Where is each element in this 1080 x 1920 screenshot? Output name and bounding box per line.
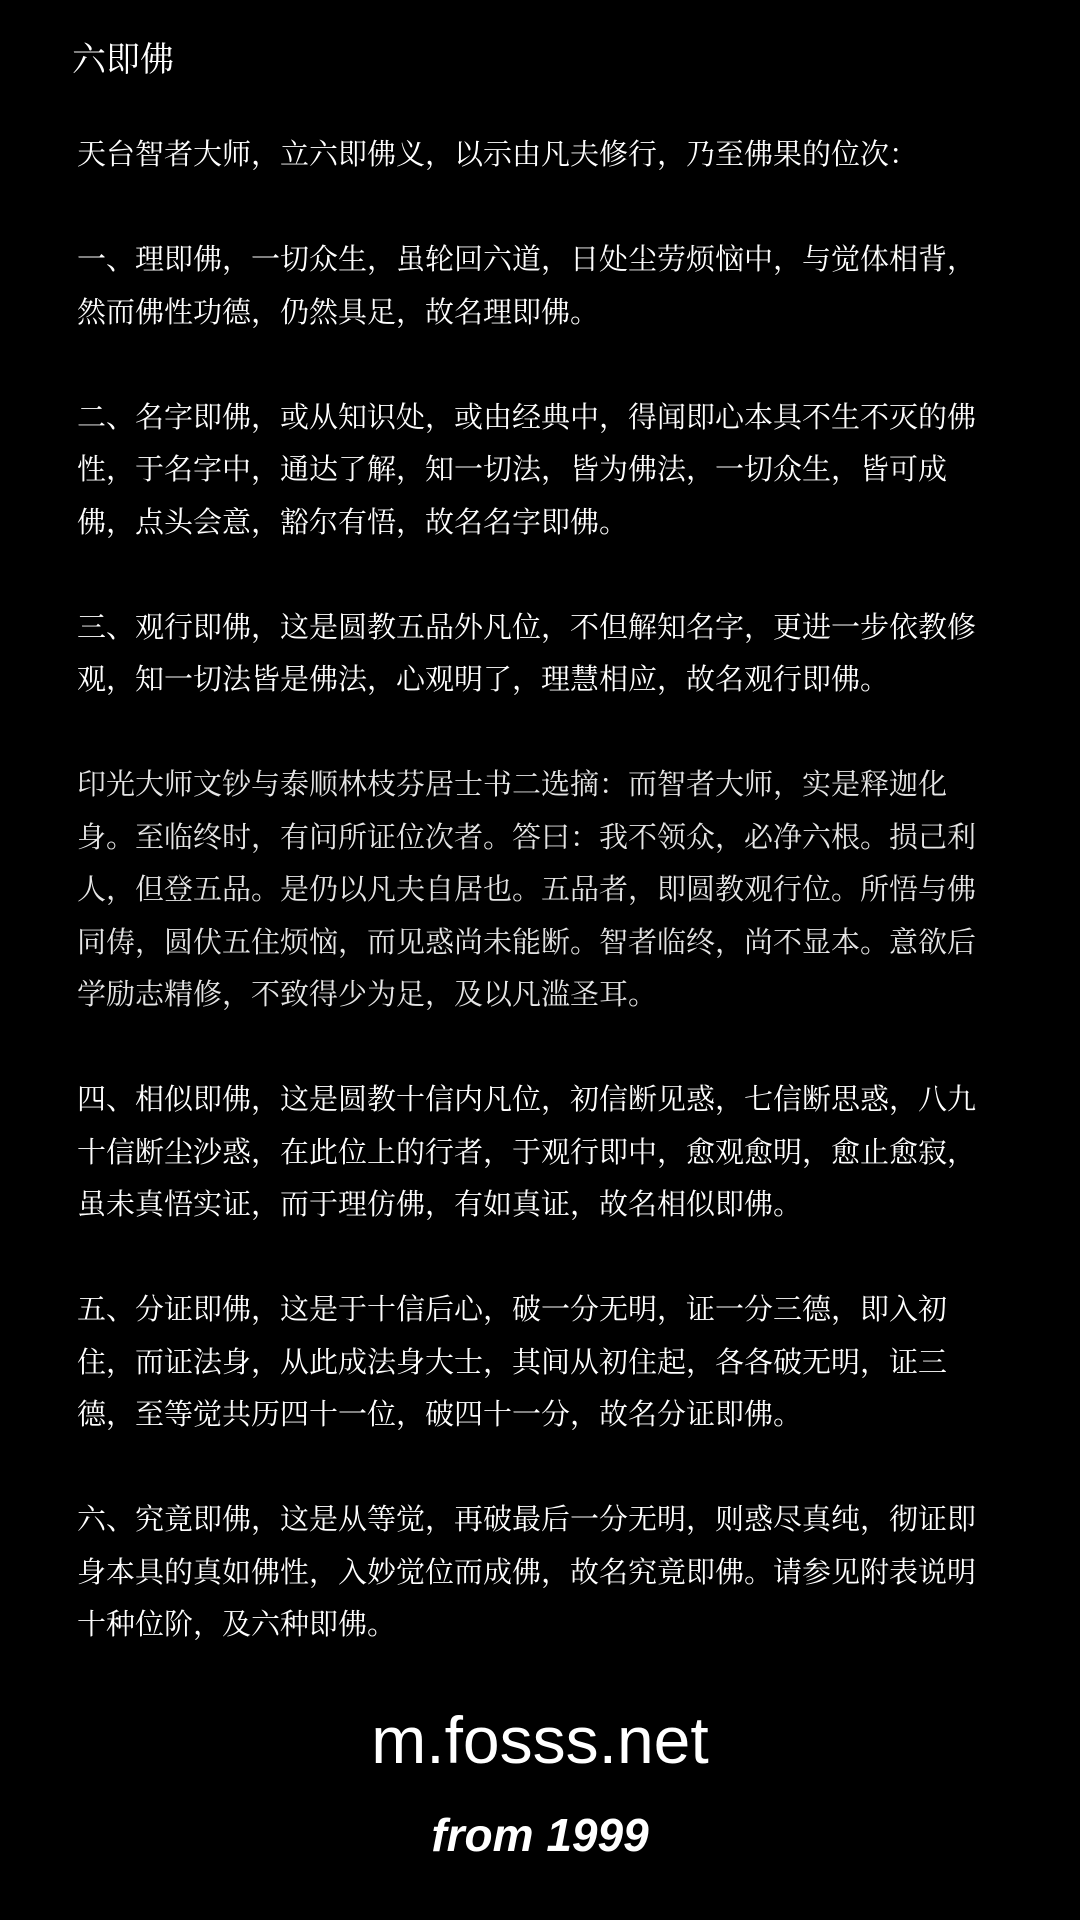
quote-paragraph: 印光大师文钞与泰顺林枝芬居士书二选摘：而智者大师，实是释迦化身。至临终时，有问所证位次者。答曰：我不领众，必净六根。损己利人，但登五品。是仍以凡夫自居也。五品者，即圆教观行位。所悟与佛同俦，圆伏五住烦恼，而见惑尚未能断。智者临终，尚不显本。意欲后学励志精修，不致得少为足，及以凡滥圣耳。	[77, 767, 977, 1011]
intro-paragraph: 天台智者大师，立六即佛义，以示由凡夫修行，乃至佛果的位次：	[77, 137, 919, 171]
since-tagline: from 1999	[431, 1809, 649, 1861]
article-body	[77, 128, 1002, 1703]
site-url[interactable]: m.fosss.net	[371, 1703, 709, 1777]
paragraph-li-ji-fo: 一、理即佛，一切众生，虽轮回六道，日处尘劳烦恼中，与觉体相背，然而佛性功德，仍然具足，故名理即佛。	[77, 242, 977, 329]
paragraph-jiu-jing-ji-fo: 六、究竟即佛，这是从等觉，再破最后一分无明，则惑尽真纯，彻证即身本具的真如佛性，入妙觉位而成佛，故名究竟即佛。请参见附表说明十种位阶，及六种即佛。	[77, 1502, 977, 1641]
paragraph-fen-zheng-ji-fo: 五、分证即佛，这是于十信后心，破一分无明，证一分三德，即入初住，而证法身，从此成法身大士，其间从初住起，各各破无明，证三德，至等觉共历四十一位，破四十一分，故名分证即佛。	[77, 1292, 948, 1431]
paragraph-xiang-si-ji-fo: 四、相似即佛，这是圆教十信内凡位，初信断见惑，七信断思惑，八九十信断尘沙惑，在此位上的行者，于观行即中，愈观愈明，愈止愈寂，虽未真悟实证，而于理仿佛，有如真证，故名相似即佛。	[77, 1082, 977, 1221]
paragraph-guan-xing-ji-fo: 三、观行即佛，这是圆教五品外凡位，不但解知名字，更进一步依教修观，知一切法皆是佛法，心观明了，理慧相应，故名观行即佛。	[77, 609, 977, 696]
page-title: 六即佛	[72, 40, 174, 80]
paragraph-ming-zi-ji-fo: 二、名字即佛，或从知识处，或由经典中，得闻即心本具不生不灭的佛性，于名字中，通达了解，知一切法，皆为佛法，一切众生，皆可成佛，点头会意，豁尔有悟，故名名字即佛。	[77, 399, 977, 539]
